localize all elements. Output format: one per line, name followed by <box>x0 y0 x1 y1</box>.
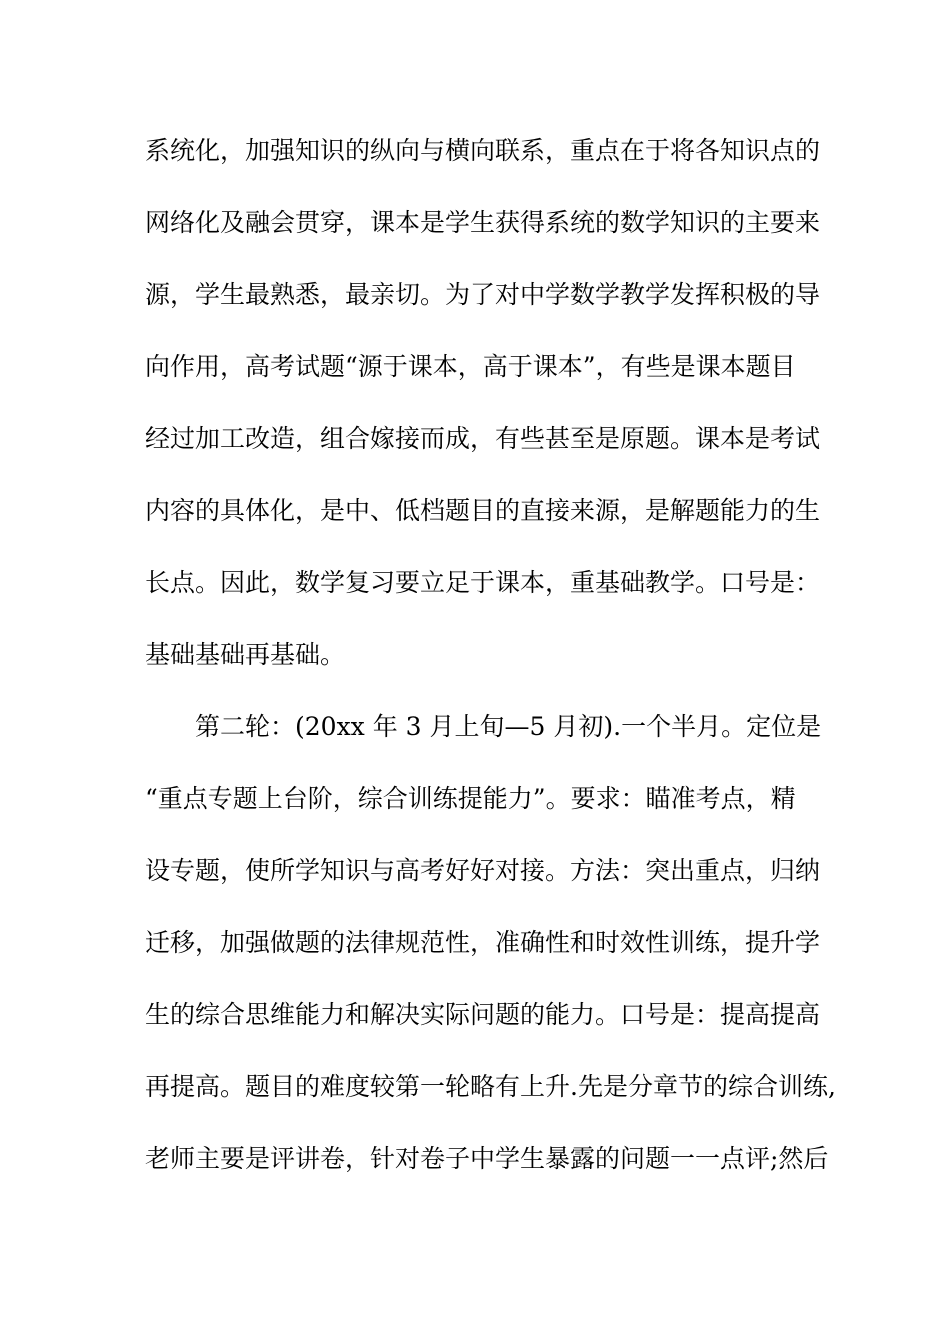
text-line: 经过加工改造，组合嫁接而成，有些甚至是原题。课本是考试 <box>145 424 821 453</box>
text-line: 基础基础再基础。 <box>145 640 346 669</box>
paragraph-1 <box>145 128 821 704</box>
text-line: 系统化，加强知识的纵向与横向联系，重点在于将各知识点的 <box>145 136 821 165</box>
document-body <box>145 128 836 1208</box>
text-line: 再提高。题目的难度较第一轮略有上升.先是分章节的综合训练, <box>145 1072 836 1101</box>
text-line: 老师主要是评讲卷，针对卷子中学生暴露的问题一一点评;然后 <box>145 1144 829 1173</box>
text-line: 内容的具体化，是中、低档题目的直接来源，是解题能力的生 <box>145 496 821 525</box>
text-line: 迁移，加强做题的法律规范性，准确性和时效性训练，提升学 <box>145 928 821 957</box>
text-line: 生的综合思维能力和解决实际问题的能力。口号是：提高提高 <box>145 1000 821 1029</box>
text-line: 源，学生最熟悉，最亲切。为了对中学数学教学发挥积极的导 <box>145 280 821 309</box>
paragraph-2 <box>145 704 836 1208</box>
text-line: “重点专题上台阶，综合训练提能力”。要求：瞄准考点，精 <box>145 784 796 813</box>
text-line: 向作用，高考试题“源于课本，高于课本”，有些是课本题目 <box>145 352 796 381</box>
text-line: 长点。因此，数学复习要立足于课本，重基础教学。口号是： <box>145 568 821 597</box>
text-line: 网络化及融会贯穿，课本是学生获得系统的数学知识的主要来 <box>145 208 821 237</box>
text-line: 设专题，使所学知识与高考好好对接。方法：突出重点，归纳 <box>145 856 821 885</box>
text-line: 第二轮：(20xx 年 3 月上旬—5 月初).一个半月。定位是 <box>195 712 822 741</box>
